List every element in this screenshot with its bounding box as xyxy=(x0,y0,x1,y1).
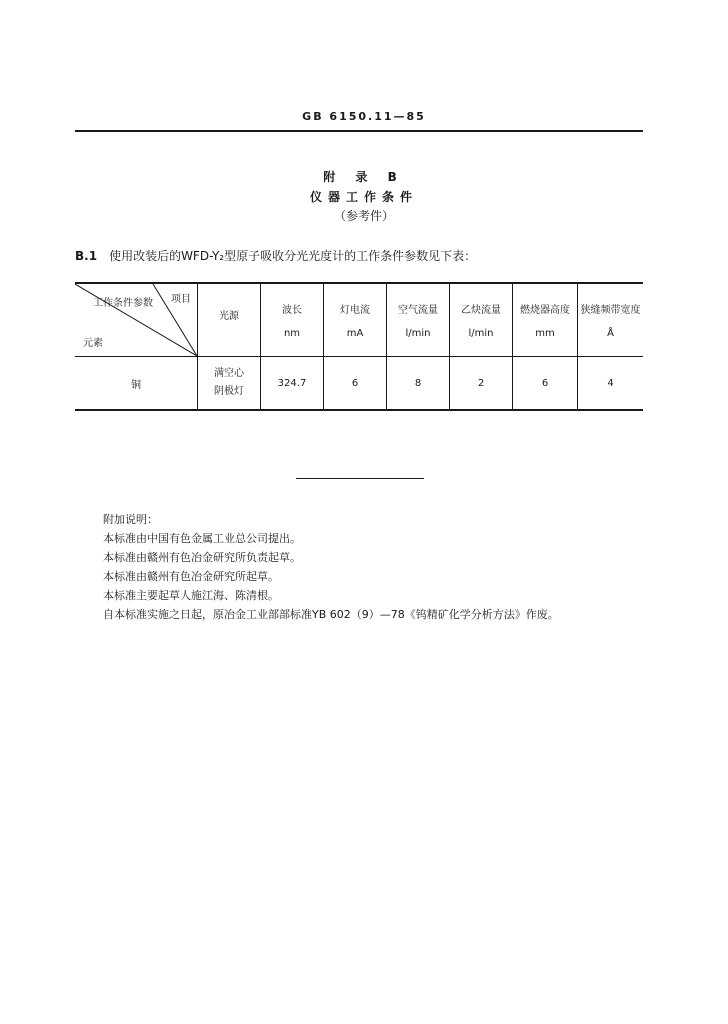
table-row xyxy=(75,357,643,411)
intro-text: 使用改装后的WFD-Y₂型原子吸收分光光度计的工作条件参数见下表： xyxy=(109,249,477,263)
cell-slit-width: 4 xyxy=(578,357,644,411)
notes-line: 本标准由赣州有色冶金研究所起草。 xyxy=(103,570,279,583)
header-wavelength-name: 波长 xyxy=(282,305,302,316)
header-air-flow-unit: l/min xyxy=(405,328,431,339)
header-slit-width xyxy=(578,283,644,357)
cell-current: 6 xyxy=(324,357,387,411)
header-burner-height-unit: mm xyxy=(535,328,555,339)
section-divider xyxy=(296,478,424,479)
cell-source-line2: 阴极灯 xyxy=(214,386,244,397)
header-burner-height xyxy=(513,283,578,357)
header-acetylene-flow-unit: l/min xyxy=(468,328,494,339)
header-current-unit: mA xyxy=(346,328,364,339)
cell-air-flow: 8 xyxy=(387,357,450,411)
additional-notes xyxy=(103,510,559,624)
diag-project-label: 项目 xyxy=(171,294,191,305)
cell-burner-height: 6 xyxy=(513,357,578,411)
conditions-table xyxy=(75,282,643,411)
table-header-row xyxy=(75,283,643,357)
header-source xyxy=(198,283,261,357)
header-current-name: 灯电流 xyxy=(340,305,370,316)
header-burner-height-name: 燃烧器高度 xyxy=(520,305,570,316)
header-air-flow xyxy=(387,283,450,357)
header-wavelength-unit: nm xyxy=(283,328,301,339)
diag-element-label: 元素 xyxy=(83,338,103,349)
cell-wavelength: 324.7 xyxy=(261,357,324,411)
notes-heading: 附加说明： xyxy=(103,513,158,526)
header-rule xyxy=(75,130,643,132)
cell-element: 铜 xyxy=(75,357,198,411)
header-air-flow-name: 空气流量 xyxy=(398,305,438,316)
intro-number: B.1 xyxy=(75,249,98,263)
cell-acetylene-flow: 2 xyxy=(450,357,513,411)
diag-conditions-label: 工作条件参数 xyxy=(93,298,153,309)
header-acetylene-flow xyxy=(450,283,513,357)
appendix-subtitle: （参考件） xyxy=(333,209,394,223)
notes-line: 本标准主要起草人施江海、陈清根。 xyxy=(103,589,279,602)
intro-paragraph xyxy=(75,247,476,264)
header-slit-width-unit: Å xyxy=(607,328,614,339)
cell-source-line1: 满空心 xyxy=(214,368,244,379)
header-slit-width-name: 狭缝频带宽度 xyxy=(580,305,641,316)
appendix-label: 附 录 B xyxy=(323,170,405,184)
diagonal-header-cell xyxy=(75,283,198,357)
notes-line: 本标准由中国有色金属工业总公司提出。 xyxy=(103,532,301,545)
standard-code: GB 6150.11—85 xyxy=(302,110,426,123)
header-source-name: 光源 xyxy=(219,310,239,322)
header-acetylene-flow-name: 乙炔流量 xyxy=(461,305,501,316)
header-wavelength xyxy=(261,283,324,357)
notes-line: 本标准由赣州有色冶金研究所负责起草。 xyxy=(103,551,301,564)
appendix-title: 仪器工作条件 xyxy=(309,190,418,204)
header-current xyxy=(324,283,387,357)
cell-source xyxy=(198,357,261,411)
notes-line: 自本标准实施之日起，原冶金工业部部标准YB 602（9）—78《钨精矿化学分析方法》作废。 xyxy=(103,608,559,621)
